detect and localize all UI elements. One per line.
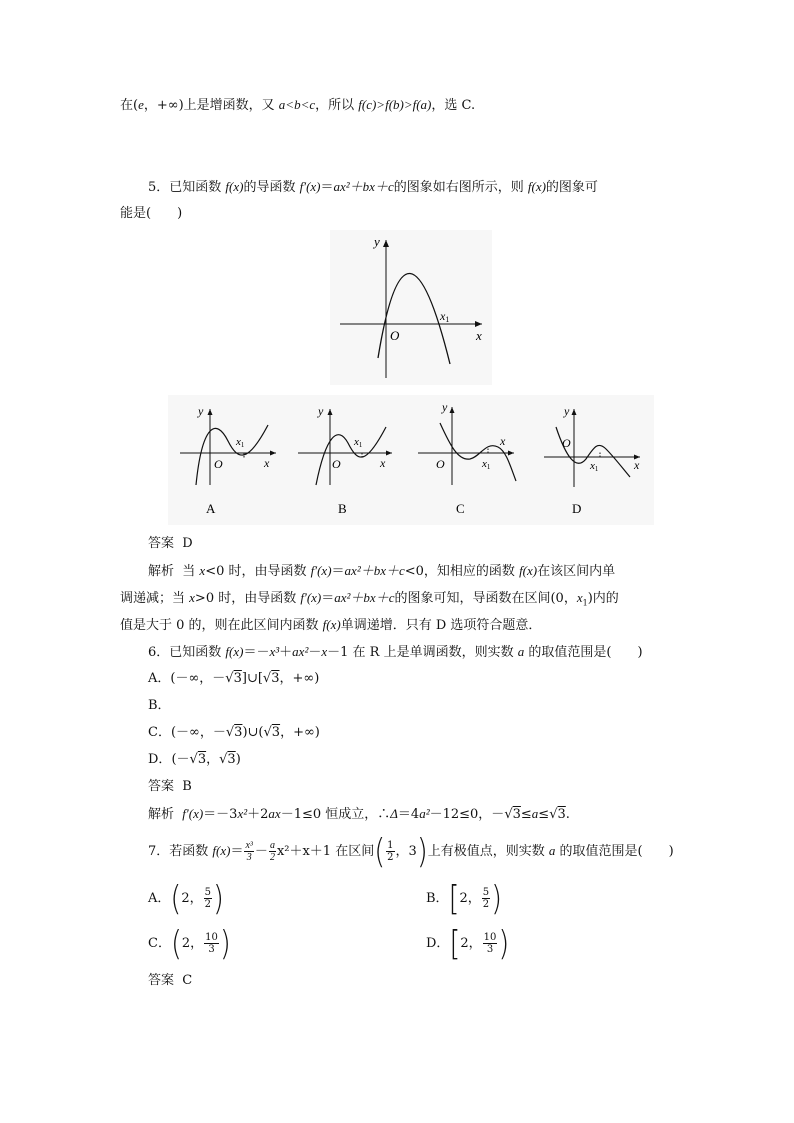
derivative-x1-label: x1 bbox=[440, 309, 450, 324]
graph-c-y-label: y bbox=[442, 400, 448, 414]
graph-b-origin-label: O bbox=[332, 457, 341, 471]
prev-answer-line: 在(e，+∞)上是增函数，又 a<b<c，所以 f(c)>f(b)>f(a)，选 C. bbox=[120, 97, 476, 113]
q6-option-a: A．(－∞，－√3]∪[√3，+∞) bbox=[148, 671, 320, 686]
choice-a-label: A bbox=[206, 501, 216, 516]
q5-explanation-line1: 解析 当 x<0 时，由导函数 f′(x)＝ax²＋bx＋c<0，知相应的函数 f(x)在该区间内单 bbox=[148, 563, 616, 579]
derivative-graph-bg bbox=[330, 230, 492, 385]
graph-c-x-label: x bbox=[500, 434, 506, 448]
q5-stem-line1: 5．已知函数 f(x)的导函数 f′(x)＝ax²＋bx＋c的图象如右图所示，则 f(x)的图象可 bbox=[148, 179, 598, 195]
q5-explanation-line3: 值是大于 0 的，则在此区间内函数 f(x)单调递增．只有 D 选项符合题意． bbox=[120, 617, 542, 633]
derivative-origin-label: O bbox=[390, 328, 400, 343]
graph-c-x1-label: x1 bbox=[482, 458, 491, 471]
graph-a-x-label: x bbox=[264, 456, 270, 470]
q6-stem: 6．已知函数 f(x)＝－x³＋ax²－x－1 在 R 上是单调函数，则实数 a 的取值范围是( ) bbox=[148, 644, 643, 660]
graph-d-y-label: y bbox=[564, 404, 570, 418]
q5-answer: 答案 D bbox=[148, 536, 193, 551]
q6-option-d: D．(－√3，√3) bbox=[148, 752, 241, 767]
q5-stem-line2: 能是( ) bbox=[120, 206, 183, 221]
graph-b-x-label: x bbox=[380, 456, 386, 470]
graph-c-origin-label: O bbox=[436, 457, 445, 471]
choice-graphs bbox=[168, 395, 654, 525]
derivative-y-label: y bbox=[374, 234, 380, 249]
graph-d-x-label: x bbox=[634, 458, 640, 472]
choice-c-label: C bbox=[456, 501, 465, 516]
q6-answer: 答案 B bbox=[148, 779, 192, 794]
graph-d-origin-label: O bbox=[562, 436, 571, 450]
q7-option-b: B．[2， $\frac{5}{2}$ ) bbox=[426, 878, 503, 918]
q7-answer: 答案 C bbox=[148, 973, 193, 988]
q6-option-b: B． bbox=[148, 698, 171, 713]
q7-option-d: D．[2， $\frac{10}{3}$ ) bbox=[426, 923, 510, 963]
q6-option-c: C．(－∞，－√3)∪(√3，+∞) bbox=[148, 725, 320, 740]
q7-option-a: A．(2， $\frac{5}{2}$ ) bbox=[148, 878, 224, 918]
derivative-x-label: x bbox=[476, 328, 482, 343]
derivative-graph bbox=[330, 230, 492, 385]
q7-stem: 7．若函数 f(x)＝ $\frac{\text{x³}}{3}$ － $\frac{a}{2}$ x²＋x＋1 在区间( $\frac{1}{2}$ ，3)上有极值点，则实数 a 的取值范围是( ) bbox=[148, 831, 674, 871]
graph-a-origin-label: O bbox=[214, 457, 223, 471]
graph-b-y-label: y bbox=[318, 404, 324, 418]
graph-b-x1-label: x1 bbox=[354, 436, 363, 449]
q5-explanation-line2: 调递减；当 x>0 时，由导函数 f′(x)＝ax²＋bx＋c的图象可知，导函数在区间(0，$x_1$)内的 bbox=[120, 590, 619, 608]
choice-d-label: D bbox=[572, 501, 582, 516]
q7-option-c: C．(2， $\frac{10}{3}$ ) bbox=[148, 923, 231, 963]
graph-d-x1-label: x1 bbox=[590, 460, 599, 473]
choice-b-label: B bbox=[338, 501, 347, 516]
q6-explanation: 解析 f′(x)＝－3x²＋2ax－1≤0 恒成立，∴Δ＝4a²－12≤0，－√3≤a≤√3. bbox=[148, 806, 570, 822]
graph-a-y-label: y bbox=[198, 404, 204, 418]
graph-a-x1-label: x1 bbox=[236, 436, 245, 449]
